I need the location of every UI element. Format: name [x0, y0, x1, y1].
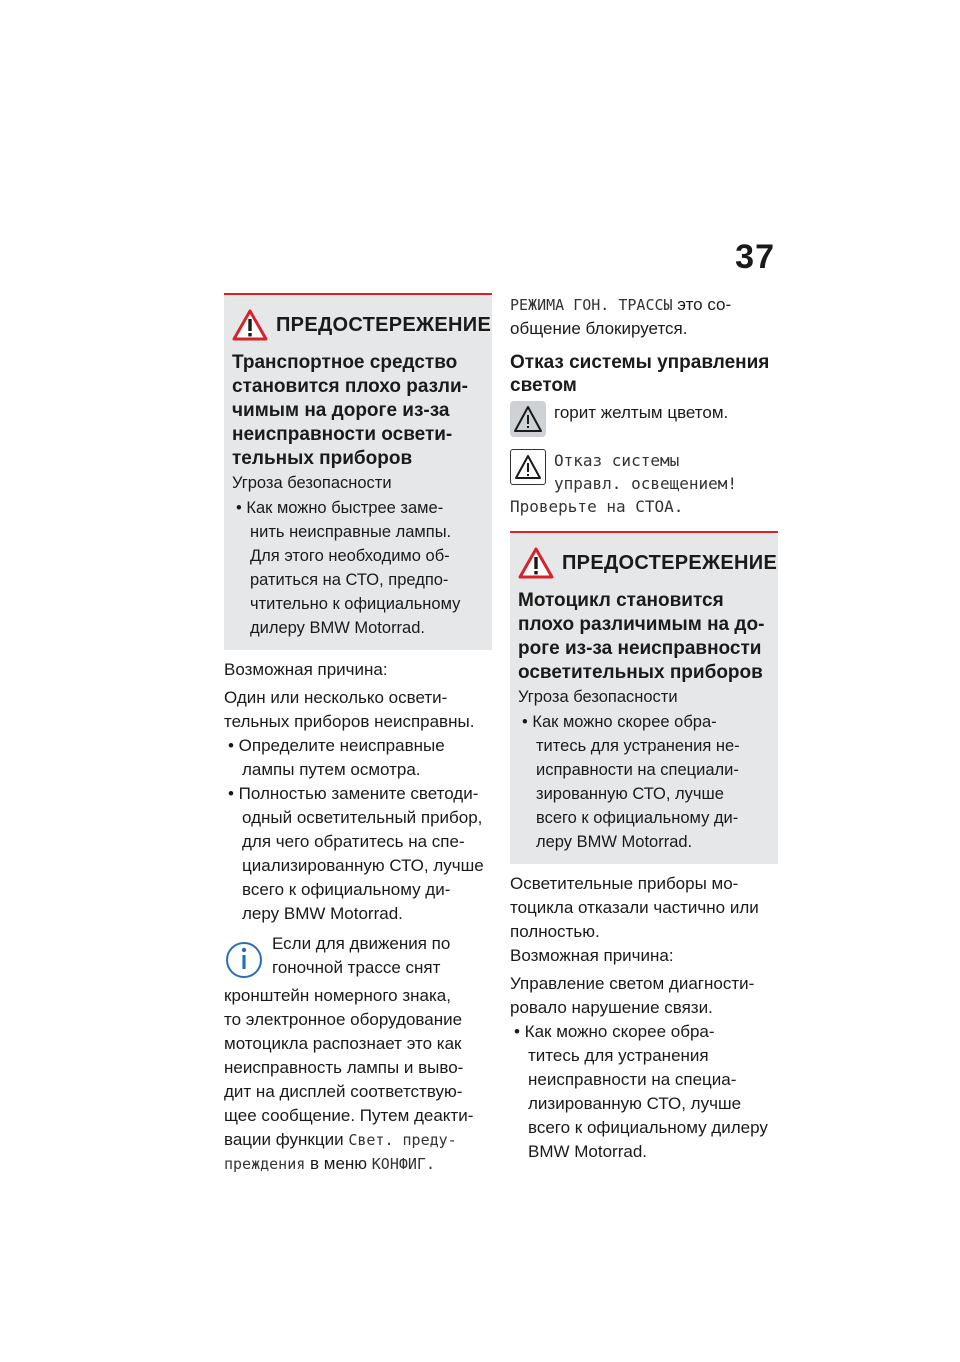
warning-title: ПРЕДОСТЕРЕЖЕНИЕ	[276, 313, 492, 336]
warning-list-item: • Как можно быстрее заме- нить неисправные лампы. Для этого необходимо об- ратиться на СТО, предпо- чтительно к официальному дилеру BMW Motorrad.	[236, 499, 461, 637]
info-note: Если для движения по гоночной трассе снят кронштейн номерного знака, то электронное оборудование мотоцикла распознает это как неисправность лампы и выво- дит на дисплей соответствую- щее сообщение. Путем деакти- вации функции Свет. преду- преждения в меню КОНФИГ.	[224, 932, 492, 1176]
warning-heading: Мотоцикл становится плохо различимым на до- роге из-за неисправности осветительных приборов	[518, 590, 765, 683]
list-item: • Определите неисправные лампы путем осмотра.	[228, 736, 445, 779]
warning-box-right	[510, 531, 778, 864]
display-message: Отказ системы управл. освещением! Проверьте на СТОА.	[510, 451, 738, 516]
cause-label: Возможная причина:	[510, 946, 674, 965]
continued-text: РЕЖИМА ГОН. ТРАССЫ это со- общение блокируется.	[510, 295, 732, 338]
lamp-status-text: горит желтым цветом.	[554, 403, 729, 422]
description-text: Осветительные приборы мо- тоцикла отказали частично или полностью.	[510, 874, 759, 941]
left-column	[224, 293, 492, 1176]
info-text: кронштейн номерного знака, то электронное оборудование мотоцикла распознает это как неисправность лампы и выво- дит на дисплей соответствую- щее сообщение. Путем деакти- вации функции Свет. преду- преждения в меню КОНФИГ.	[224, 986, 474, 1173]
cause-text: Управление светом диагности- ровало нарушение связи.	[510, 974, 755, 1017]
warning-title: ПРЕДОСТЕРЕЖЕНИЕ	[562, 551, 778, 574]
display-warning-icon	[510, 449, 546, 485]
warning-triangle-icon	[518, 547, 554, 579]
info-icon	[224, 936, 264, 984]
list-item: • Полностью замените светоди- одный осветительный прибор, для чего обратитесь на спе- циализированную СТО, лучше всего к официальному ди- леру BMW Motorrad.	[228, 784, 484, 923]
section-heading: Отказ системы управления светом	[510, 352, 770, 396]
lamp-status-row	[510, 401, 778, 437]
warning-heading: Транспортное средство становится плохо разли- чимым на дороге из-за неисправности освети- тельных приборов	[232, 352, 468, 469]
right-column	[510, 293, 778, 1164]
warning-header	[232, 309, 492, 341]
general-warning-lamp-icon	[510, 401, 546, 437]
warning-box-left	[224, 293, 492, 650]
list-item: • Как можно скорее обра- титесь для устранения неисправности на специа- лизированную СТО, лучше всего к официальному дилеру BMW Motorrad.	[514, 1022, 768, 1161]
cause-label: Возможная причина:	[224, 660, 388, 679]
cause-section	[224, 658, 492, 926]
warning-subtitle: Угроза безопасности	[232, 474, 392, 492]
cause-text: Один или несколько освети- тельных приборов неисправны.	[224, 688, 475, 731]
warning-triangle-icon	[232, 309, 268, 341]
warning-header	[518, 547, 778, 579]
warning-list-item: • Как можно скорее обра- титесь для устранения не- исправности на специали- зированную СТО, лучше всего к официальному ди- леру BMW Motorrad.	[522, 713, 740, 851]
description-section	[510, 872, 778, 1164]
page-number: 37	[735, 238, 775, 276]
warning-subtitle: Угроза безопасности	[518, 688, 678, 706]
